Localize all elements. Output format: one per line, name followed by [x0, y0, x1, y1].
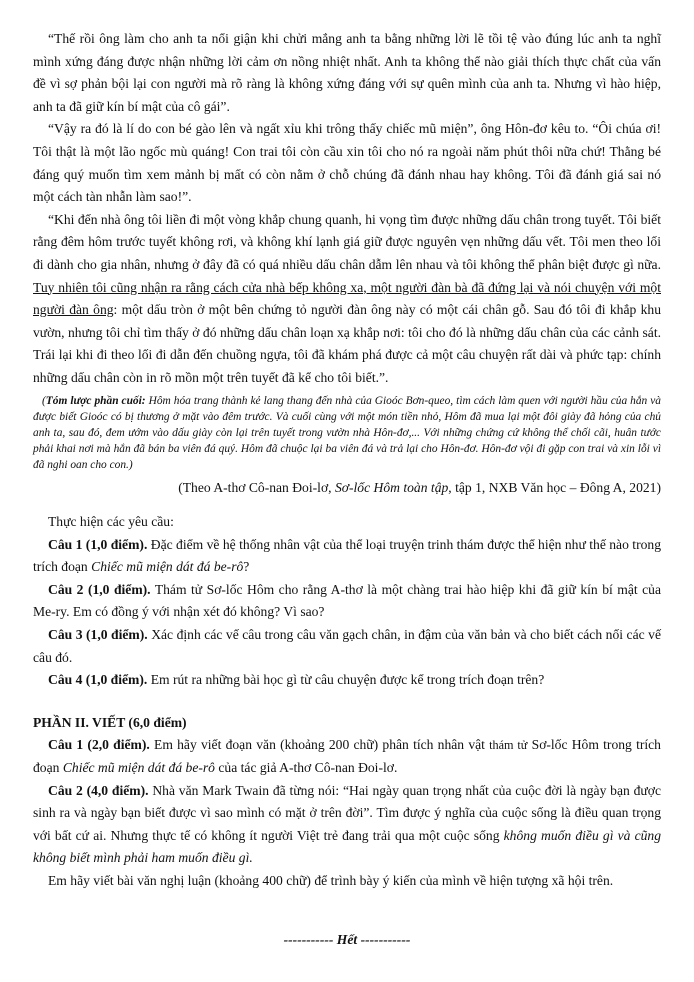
underlined-sentence: Tuy nhiên tôi cũng nhận ra rằng cách cửa nhà bếp không xa, một người đàn bà đã đứng lại và nói chuyện với một người đàn ông — [33, 279, 661, 318]
writing-question-2 — [33, 780, 661, 870]
writing-q2-italic: không muốn điều gì và cũng không biết mình phải ham muốn điều gì. — [33, 827, 662, 866]
summary-paragraph — [33, 393, 661, 474]
excerpt-p3-start: “Khi đến nhà ông tôi liền đi một vòng khắp chung quanh, hi vọng tìm được những dấu chân trong tuyết. Tôi biết rằng đêm hôm trước tuyết không rơi, và không khí lạnh giá giữ được nguyên vẹn những dấu vết. Tôi men theo lối đi dành cho gia nhân, nhưng ở đây đã có quá nhiều dấu chân dẫm lên nhau và tôi không thể phân biệt được gì nữa. — [33, 211, 661, 272]
source-citation — [33, 477, 661, 500]
end-marker: ----------- Hết ----------- — [283, 931, 411, 947]
writing-q1-end: của tác giả A-thơ Cô-nan Đoi-lơ. — [214, 760, 398, 776]
summary-text: Hôm hóa trang thành kẻ lang thang đến nhà của Gioóc Bơn-queo, tìm cách làm quen với người hầu của hắn và được biết Gioóc có bị thương ở mặt vào đêm trước. Và cuối cùng với một món tiền nhỏ, Hôm đã mua lại một đôi giày đã hỏng của chủ anh ta, sau đó, đem ướm vào dấu giày còn lại trên tuyết trong vườn nhà Hôn-đơ,... Với những chứng cứ không thể chối cãi, huân tước phải khai nơi mà hắn đã bán ba viên đá quý. Hôm đã chuộc lại ba viên đá và trả lại cho Hôn-đơ. Hôn-đơ vội đi gặp con trai và xin lỗi vì đã nghi oan cho con.) — [33, 394, 661, 472]
question-1-title: Chiếc mũ miện dát đá be-rô — [91, 559, 244, 575]
citation-prefix: (Theo A-thơ Cô-nan Đoi-lơ, — [178, 479, 335, 495]
writing-q2-text: Nhà văn Mark Twain đã từng nói: “Hai ngày quan trọng nhất của cuộc đời là ngày bạn được sinh ra và ngày bạn biết được vì sao mình có mặt ở trên đời”. Tìm được ý nghĩa của cuộc sống là điều quan trọng với bất cứ ai. Nhưng thực tế có không ít người Việt trẻ đang trải qua một cuộc sống — [33, 782, 662, 843]
writing-q1-text: Em hãy viết đoạn văn (khoảng 200 chữ) phân tích nhân vật — [149, 737, 490, 753]
excerpt-paragraph-2: “Vậy ra đó là lí do con bé gào lên và ngất xỉu khi trông thấy chiếc mũ miện”, ông Hôn-đơ kêu to. “Ôi chúa ơi! Tôi thật là một lão ngốc mù quáng! Con trai tôi còn cầu xin tôi cho nó ra ngoài năm phút thôi nữa chứ! Thằng bé đáng quý muốn tìm xem mảnh bị mất có còn nằm ở chỗ chúng đã đánh nhau hay không. Tôi đã đánh giá sai nó một cách tàn nhẫn làm sao!”. — [33, 121, 661, 205]
excerpt-paragraph-3 — [33, 209, 661, 390]
writing-q1-label: Câu 1 (2,0 điểm). — [48, 737, 150, 753]
question-1-label: Câu 1 (1,0 điểm). — [48, 536, 148, 552]
question-2-text: Thám tử Sơ-lốc Hôm cho rằng A-thơ là một chàng trai hào hiệp khi đã giữ kín bí mật của Me-ry. Em có đồng ý với nhận xét đó không? Vì sao? — [33, 581, 661, 620]
question-1-text: Đặc điểm về hệ thống nhân vật của thể loại truyện trinh thám được thể hiện như thế nào trong trích đoạn — [33, 536, 661, 575]
writing-section-heading: PHẦN II. VIẾT (6,0 điểm) — [33, 714, 187, 730]
question-4 — [33, 669, 661, 692]
question-4-text: Em rút ra những bài học gì từ câu chuyện được kể trong trích đoạn trên? — [147, 672, 545, 688]
question-3-text: Xác định các vế câu trong câu văn gạch chân, in đậm của văn bản và cho biết cách nối các vế câu đó. — [33, 627, 661, 665]
summary-open-paren: ( — [42, 394, 46, 407]
page-content — [33, 28, 661, 951]
citation-book: Sơ-lốc Hôm toàn tập — [334, 479, 449, 495]
question-1 — [33, 534, 661, 579]
citation-suffix: , tập 1, NXB Văn học – Đông A, 2021) — [448, 479, 661, 495]
question-2 — [33, 579, 661, 624]
writing-question-1 — [33, 734, 661, 779]
writing-q1-small: thám tử — [489, 738, 528, 753]
question-2-label: Câu 2 (1,0 điểm). — [48, 581, 151, 597]
question-1-end: ? — [243, 559, 250, 575]
summary-label: Tóm lược phần cuối: — [45, 394, 146, 407]
writing-q1-title: Chiếc mũ miện dát đá be-rô — [62, 760, 215, 776]
question-3 — [33, 624, 661, 669]
excerpt-paragraph-1: “Thế rồi ông làm cho anh ta nổi giận khi chửi mắng anh ta bằng những lời lẽ tồi tệ vào đúng lúc anh ta nghĩ mình xứng đáng được nhận những lời cảm ơn nồng nhiệt nhất. Anh ta không thể nào giải thích thực chất của vấn đề vì sợ phản bội lại con người mà rõ ràng là không xứng đáng với sự quên mình của anh ta. Nhưng vì hào hiệp, anh ta đã giữ kín bí mật của cô gái”. — [33, 31, 661, 114]
writing-q1-text2: Sơ-lốc Hôm trong trích đoạn — [33, 737, 661, 776]
writing-q2-label: Câu 2 (4,0 điểm). — [48, 782, 149, 798]
writing-question-2-task: Em hãy viết bài văn nghị luận (khoảng 400 chữ) để trình bày ý kiến của mình về hiện tượng xã hội trên. — [48, 873, 614, 889]
question-4-label: Câu 4 (1,0 điểm). — [48, 672, 148, 688]
question-3-label: Câu 3 (1,0 điểm). — [48, 627, 148, 643]
excerpt-p3-rest: : một dấu tròn ở một bên chứng tỏ người đàn ông này có một cái chân gỗ. Sau đó tôi đi khắp khu vườn, nhưng tôi chỉ tìm thấy ở đó những dấu chân loạn xạ khắp nơi: tôi cho đó là những dấu chân của các cảnh sát. Trái lại khi đi theo lối đi dẫn đến chuồng ngựa, tôi đã khám phá được cả một câu chuyện rất dài và phức tạp: chính những dấu chân còn in rõ mồn một trên tuyết đã kể cho tôi biết.”. — [33, 302, 661, 385]
reading-intro: Thực hiện các yêu cầu: — [48, 514, 174, 530]
